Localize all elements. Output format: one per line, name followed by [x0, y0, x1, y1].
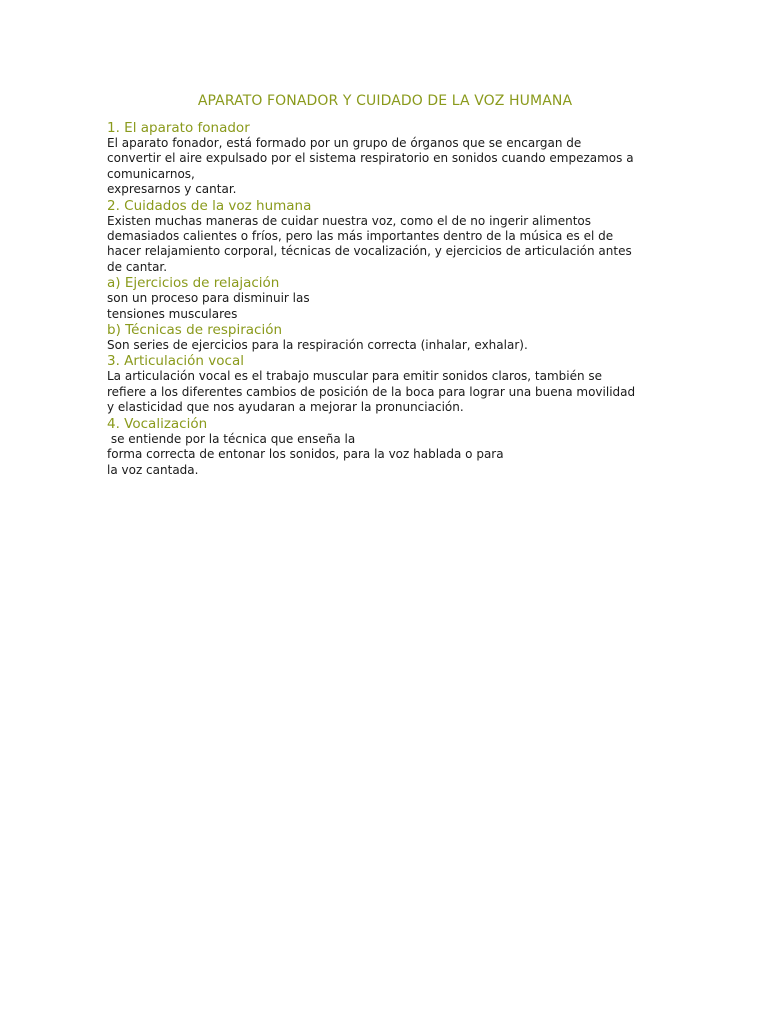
paragraph-line: expresarnos y cantar. — [107, 182, 237, 197]
section-heading: 4. Vocalización — [107, 415, 208, 432]
paragraph-line: demasiados calientes o fríos, pero las más importantes dentro de la música es el de — [107, 229, 614, 244]
document-page — [107, 92, 667, 478]
paragraph-line: se entiende por la técnica que enseña la — [107, 431, 356, 446]
paragraph-line: forma correcta de entonar los sonidos, para la voz hablada o para — [107, 447, 504, 462]
paragraph-line: El aparato fonador, está formado por un grupo de órganos que se encargan de — [107, 136, 582, 150]
paragraph-line: La articulación vocal es el trabajo muscular para emitir sonidos claros, también se — [107, 369, 603, 384]
section-heading: 2. Cuidados de la voz humana — [107, 197, 312, 214]
section-heading: 3. Articulación vocal — [107, 353, 244, 370]
section-tecnicas-respiracion — [107, 322, 667, 353]
section-heading: 1. El aparato fonador — [107, 120, 250, 136]
paragraph-line: tensiones musculares — [107, 306, 238, 321]
paragraph-line: y elasticidad que nos ayudaran a mejorar la pronunciación. — [107, 400, 464, 415]
section-aparato-fonador — [107, 120, 667, 198]
section-heading: b) Técnicas de respiración — [107, 322, 283, 339]
paragraph-line: de cantar. — [107, 259, 168, 274]
paragraph-line: refiere a los diferentes cambios de posición de la boca para lograr una buena movilidad — [107, 384, 636, 399]
paragraph-line: Son series de ejercicios para la respiración correcta (inhalar, exhalar). — [107, 338, 528, 353]
paragraph-line: hacer relajamiento corporal, técnicas de vocalización, y ejercicios de articulación antes — [107, 244, 632, 259]
paragraph-line: son un proceso para disminuir las — [107, 291, 310, 306]
section-articulacion-vocal — [107, 353, 667, 415]
paragraph-line: convertir el aire expulsado por el sistema respiratorio en sonidos cuando empezamos a — [107, 151, 634, 166]
section-ejercicios-relajacion — [107, 275, 667, 322]
paragraph-line: comunicarnos, — [107, 166, 195, 181]
section-heading: a) Ejercicios de relajación — [107, 275, 280, 292]
section-vocalizacion — [107, 416, 667, 478]
paragraph-line: Existen muchas maneras de cuidar nuestra voz, como el de no ingerir alimentos — [107, 213, 592, 228]
document-title: APARATO FONADOR Y CUIDADO DE LA VOZ HUMANA — [197, 93, 573, 109]
paragraph-line: la voz cantada. — [107, 462, 199, 477]
section-cuidados-voz — [107, 198, 667, 276]
